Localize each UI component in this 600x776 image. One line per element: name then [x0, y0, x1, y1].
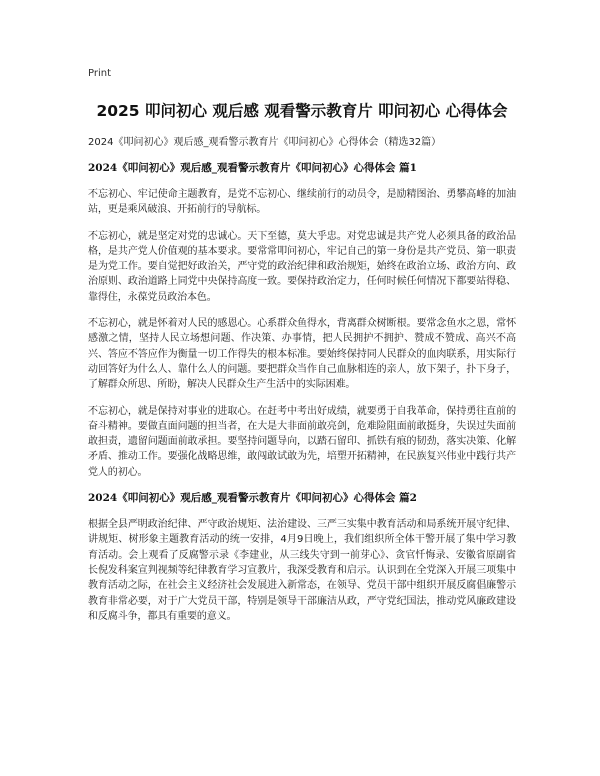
- paragraph: 不忘初心，就是保持对事业的进取心。在赶考中考出好成绩，就要勇于自我革命，保持勇往直前的奋斗精神。要做直面问题的担当者，在大是大非面前敢亮剑，危难险阻面前敢挺身，失误过失面前敢担责，遗留问题面前敢承担。要坚持问题导向，以踏石留印、抓铁有痕的韧劲，落实决策、化解矛盾、推动工作。要强化战略思维，敢闯敢试敢为先，培塑开拓精神，在民族复兴伟业中践行共产党人的初心。: [88, 405, 516, 478]
- print-label: Print: [88, 68, 112, 79]
- section-heading: 2024《叩问初心》观后感_观看警示教育片《叩问初心》心得体会 篇1: [88, 162, 417, 174]
- document-title: 2025 叩问初心 观后感 观看警示教育片 叩问初心 心得体会: [96, 102, 508, 120]
- paragraph: 不忘初心、牢记使命主题教育，是党不忘初心、继续前行的动员令，是励精图治、勇攀高峰的加油站，更是乘风破浪、开拓前行的导航标。: [88, 189, 516, 216]
- document-subtitle: 2024《叩问初心》观后感_观看警示教育片《叩问初心》心得体会（精选32篇）: [88, 137, 442, 148]
- section-heading: 2024《叩问初心》观后感_观看警示教育片《叩问初心》心得体会 篇2: [88, 492, 417, 505]
- paragraph: 根据全县严明政治纪律、严守政治规矩、法治建设、三严三实集中教育活动和局系统开展守纪律、讲规矩、树形象主题教育活动的统一安排，4月9日晚上，我们组织所全体干警开展了集中学习教育活动。会上观看了反腐警示录《李建业，从三线失守到一前芽心》、贪官忏悔录、安徽省原副省长倪发科案宣判视频等纪律教育学习宣教片，我深受教育和启示。认识到在全党深入开展三项集中教育活动之际，在社会主义经济社会发展进入新常态，在领导、党员干部中组织开展反腐倡廉警示教育非常必要，对于广大党员干部，特别是领导干部廉洁从政，严守党纪国法，推动党风廉政建设和反腐斗争，都具有重要的意义。: [88, 519, 516, 622]
- paragraph: 不忘初心，就是坚定对党的忠诚心。天下至德，莫大乎忠。对党忠诚是共产党人必须具备的政治品格，是共产党人价值观的基本要求。要常常叩问初心，牢记自己的第一身份是共产党员、第一职责是为党工作。要自觉把好政治关，严守党的政治纪律和政治规矩，始终在政治立场、政治方向、政治原则、政治道路上同党中央保持高度一致。要保持政治定力，任何时候任何情况下都要站得稳、靠得住，永葆党员政治本色。: [88, 230, 516, 303]
- section-2: [88, 491, 516, 624]
- section-1: [88, 161, 516, 480]
- paragraph: 不忘初心，就是怀着对人民的感恩心。心系群众鱼得水，背离群众树断根。要常念鱼水之恩，常怀感激之情，坚持人民立场想问题、作决策、办事情，把人民拥护不拥护、赞成不赞成、高兴不高兴、答应不答应作为衡量一切工作得失的根本标准。要始终保持同人民群众的血肉联系，用实际行动回答好为什么人、靠什么人的问题。要把群众当作自己血脉相连的亲人，放下架子，扑下身子，了解群众所思、所盼，解决人民群众生产生活中的实际困难。: [88, 318, 516, 391]
